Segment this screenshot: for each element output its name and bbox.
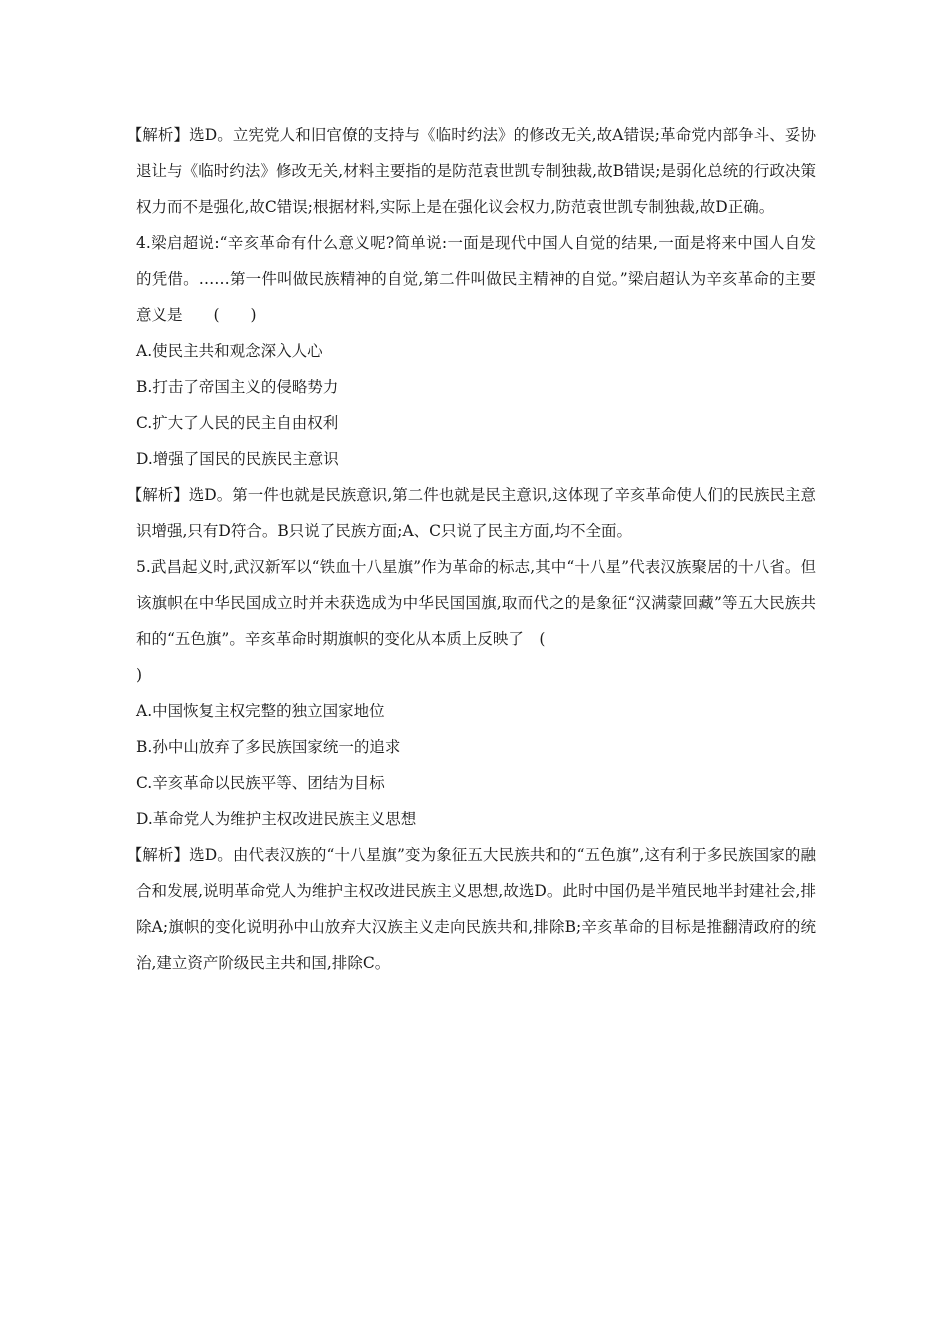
question-4-stem: 4.梁启超说:“辛亥革命有什么意义呢?简单说:一面是现代中国人自觉的结果,一面是将来中国人自发的凭借。……第一件叫做民族精神的自觉,第二件叫做民主精神的自觉。”梁启超认为辛亥革命的主要意义是 ( ) [136,234,816,324]
question-5-stem-tail: ) [136,666,143,684]
question-4-option-a: A.使民主共和观念深入人心 [136,342,323,360]
analysis-q5: 【解析】选D。由代表汉族的“十八星旗”变为象征五大民族共和的“五色旗”,这有利于多民族国家的融合和发展,说明革命党人为维护主权改进民族主义思想,故选D。此时中国仍是半殖民地半封建社会,排除A;旗帜的变化说明孙中山放弃大汉族主义走向民族共和,排除B;辛亥革命的目标是推翻清政府的统治,建立资产阶级民主共和国,排除C。 [126,846,816,972]
question-5-option-d: D.革命党人为维护主权改进民族主义思想 [136,810,417,828]
question-4-option-c: C.扩大了人民的民主自由权利 [136,414,339,432]
question-5-option-a: A.中国恢复主权完整的独立国家地位 [136,702,385,720]
question-5-option-c: C.辛亥革命以民族平等、团结为目标 [136,774,385,792]
question-5-option-b: B.孙中山放弃了多民族国家统一的追求 [136,738,401,756]
question-4-option-d: D.增强了国民的民族民主意识 [136,450,339,468]
analysis-q4: 【解析】选D。第一件也就是民族意识,第二件也就是民主意识,这体现了辛亥革命使人们的民族民主意识增强,只有D符合。B只说了民族方面;A、C只说了民主方面,均不全面。 [126,486,816,540]
question-4-option-b: B.打击了帝国主义的侵略势力 [136,378,339,396]
document-content [126,117,816,981]
analysis-q3: 【解析】选D。立宪党人和旧官僚的支持与《临时约法》的修改无关,故A错误;革命党内部争斗、妥协退让与《临时约法》修改无关,材料主要指的是防范袁世凯专制独裁,故B错误;是弱化总统的行政决策权力而不是强化,故C错误;根据材料,实际上是在强化议会权力,防范袁世凯专制独裁,故D正确。 [126,126,816,216]
question-5-stem: 5.武昌起义时,武汉新军以“铁血十八星旗”作为革命的标志,其中“十八星”代表汉族聚居的十八省。但该旗帜在中华民国成立时并未获选成为中华民国国旗,取而代之的是象征“汉满蒙回藏”等五大民族共和的“五色旗”。辛亥革命时期旗帜的变化从本质上反映了 ( [136,558,816,648]
